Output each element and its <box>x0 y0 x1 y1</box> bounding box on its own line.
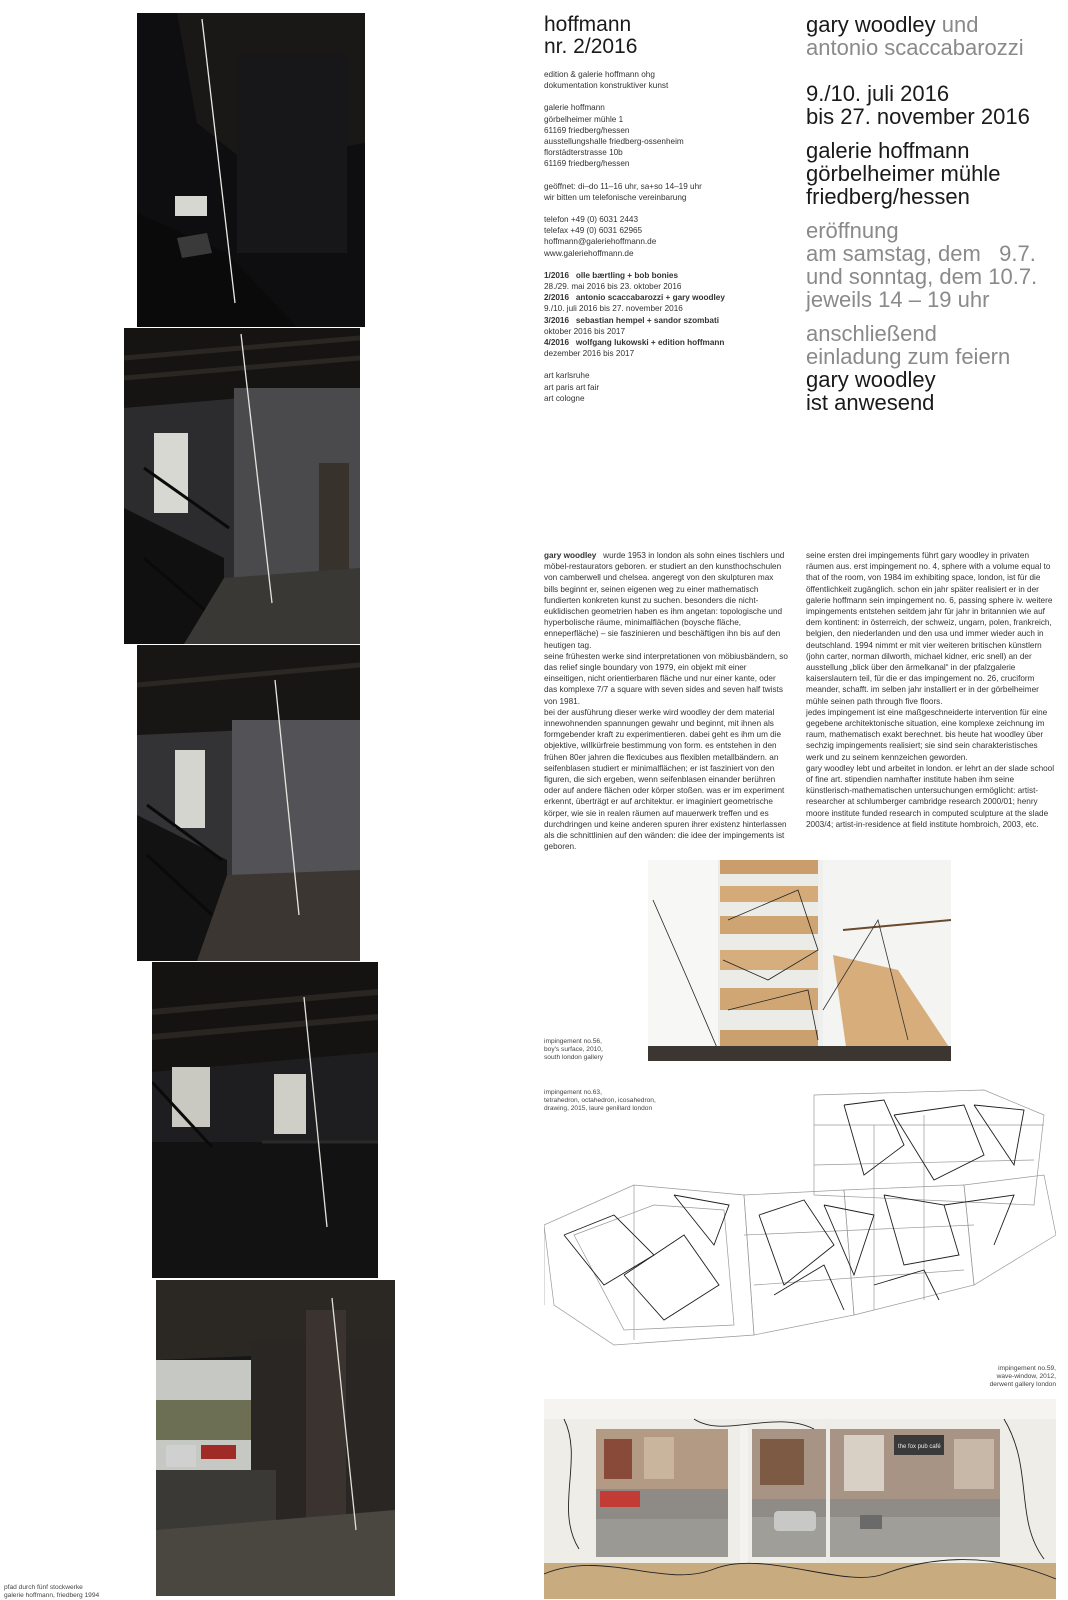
issue-list-item <box>544 337 784 348</box>
address-line: 61169 friedberg/hessen <box>544 125 630 135</box>
bio-column-2 <box>806 550 1056 830</box>
issue-list-item <box>544 292 784 303</box>
issue-number: 3/2016 <box>544 315 570 325</box>
issue-title: wolfgang lukowski + edition hoffmann <box>575 338 725 348</box>
caption-line: tetrahedron, octahedron, icosahedron, <box>544 1097 656 1104</box>
opening-line: eröffnung <box>806 218 899 243</box>
photo-floor-3 <box>137 645 360 961</box>
exhibition-dates: 9./10. juli 2016 <box>806 81 950 106</box>
party-line: einladung zum feiern <box>806 344 1011 369</box>
bio-artist-name: gary woodley <box>544 551 597 560</box>
bio-paragraph: seine ersten drei impingements führt gary woodley in privaten räumen aus. erst impingement no. 4, sphere with a volume equal to that of the room, von 1984 im exhibiting space, london, ist für die öffentlichkeit zugänglich. schon ein jahr später realisiert er in der galerie hoffmann sein impingement no. 6, passing sphere iv. weitere impingements entstehen seitdem jahr für jahr in britannien wie auf dem kontinent: in österreich, der schweiz, ungarn, polen, frankreich, belgien, den niederlanden und den usa und immer wieder auch in deutschland. 1994 nimmt er mit vier weiteren britischen künstlern (john carter, norman dilworth, michael kidner, eric snell) an der ausstellung „blick über den ärmelkanal“ in der pfalzgalerie kaiserslautern teil, für die er das impingement no. 26, cruciform meander, schafft. im selben jahr installiert er in der görbelheimer mühle seinen path through five floors. <box>806 551 1053 706</box>
address-line: galerie hoffmann <box>544 103 605 113</box>
caption-line: impingement no.63, <box>544 1089 602 1096</box>
masthead <box>544 14 637 58</box>
caption-left-line1: pfad durch fünf stockwerke <box>4 1584 83 1591</box>
caption-line: impingement no.59, <box>998 1365 1056 1372</box>
publisher-info <box>544 69 784 404</box>
caption-line: drawing, 2015, laure genillard london <box>544 1105 653 1112</box>
photo-floor-5-entrance <box>156 1280 395 1596</box>
fax: telefax +49 (0) 6031 62965 <box>544 226 643 236</box>
opening-line: und sonntag, dem 10.7. <box>806 264 1038 289</box>
bio-paragraph: gary woodley lebt und arbeitet in london. er lehrt an der slade school of fine art. stipendien namhafter institute haben ihm seine künstlerisch-mathematischen untersuchungen ermöglicht: artist-researcher at schlumberger cambridge research 2000/01; henry moore institute funded research in computed sculpture at the slade 2003/4; artist-in-residence at field institute hombroich, 2003, etc. <box>806 763 1055 829</box>
shop-sign: the fox pub café <box>898 1444 941 1450</box>
issue-list-item <box>544 270 784 281</box>
masthead-title: hoffmann <box>544 13 632 36</box>
presence-line: ist anwesend <box>806 390 935 415</box>
artist-name: antonio scaccabarozzi <box>806 35 1024 60</box>
publisher-line: edition & galerie hoffmann ohg <box>544 70 655 79</box>
exhibition-announcement <box>806 13 1064 414</box>
venue-line: friedberg/hessen <box>806 184 970 209</box>
photo-impingement-56 <box>648 860 951 1061</box>
venue-line: galerie hoffmann <box>806 138 970 163</box>
conjunction: und <box>941 12 979 37</box>
caption-stairs <box>544 1038 644 1062</box>
issue-number: 2/2016 <box>544 293 570 303</box>
issue-number: 1/2016 <box>544 270 570 280</box>
address-line: florstädterstrasse 10b <box>544 148 623 158</box>
presence-line: gary woodley <box>806 367 936 392</box>
address-line: ausstellungshalle friedberg-ossenheim <box>544 137 684 147</box>
caption-left-line2: galerie hoffmann, friedberg 1994 <box>4 1592 100 1599</box>
bio-paragraph: bei der ausführung dieser werke wird woodley der dem material innewohnenden spannungen gewahr und beginnt, mit ihnen als formgebender kraft zu experimentieren. dabei geht es ihm um die objektive, willkürfreie bestimmung von form. es entstehen in den frühen 80er jahren die flexicubes aus flexiblen metallbändern. an seifenblasen studiert er minimalflächen; er ist fasziniert von den figuren, die sich ergeben, wenn seifenblasen einander berühren oder auf andere flächen oder körper stoßen. was er im experiment erkennt, überträgt er auf architektur. er imaginiert geometrische körper, wie sie in realen räumen auf mauerwerk treffen und es durchdringen und keine anderen spuren ihrer existenz hinterlassen als die schnittlinien auf den wänden: die idee der impingements ist geboren. <box>544 707 787 852</box>
issue-date: 9./10. juli 2016 bis 27. november 2016 <box>544 304 683 314</box>
window-icon <box>175 196 207 216</box>
fair-item: art cologne <box>544 393 585 403</box>
bio-column-1 <box>544 550 789 852</box>
photo-floor-1 <box>137 13 365 327</box>
caption-line: south london gallery <box>544 1054 604 1061</box>
caption-left-photos <box>4 1584 144 1600</box>
email-link[interactable]: hoffmann@galeriehoffmann.de <box>544 237 657 247</box>
photo-floor-4 <box>152 962 378 1278</box>
issue-number: 4/2016 <box>544 338 570 348</box>
issue-title: olle bærtling + bob bonies <box>575 270 678 280</box>
caption-line: boy's surface, 2010, <box>544 1046 603 1053</box>
artists-line1 <box>806 13 1064 36</box>
photo-impingement-59 <box>544 1399 1056 1599</box>
publisher-line: dokumentation konstruktiver kunst <box>544 81 669 91</box>
address-line: 61169 friedberg/hessen <box>544 159 630 169</box>
drawing-impingement-63 <box>544 1085 1056 1355</box>
opening-line: jeweils 14 – 19 uhr <box>806 287 990 312</box>
caption-line: derwent gallery london <box>989 1381 1056 1388</box>
issue-list-item <box>544 315 784 326</box>
masthead-issue: nr. 2/2016 <box>544 35 638 58</box>
opening-line: am samstag, dem 9.7. <box>806 241 1036 266</box>
bio-paragraph: wurde 1953 in london als sohn eines tischlers und möbel-restaurators geboren. er studiert an den kunsthochschulen von camberwell und chelsea. angeregt von den skulpturen max bills beginnt er, seinen eigenen weg zu einer mathematisch fundierten konkreten kunst zu suchen. besonders die nicht-euklidischen geometrien haben es ihm angetan: topologische und hyperbolische räume, minimalflächen (boysche fläche, enneperfläche) – sie faszinieren und beschäftigen ihn bis auf den heutigen tag. <box>544 551 785 650</box>
artist-name: gary woodley <box>806 12 936 37</box>
caption-line: impingement no.56, <box>544 1038 602 1045</box>
phone: telefon +49 (0) 6031 2443 <box>544 215 639 225</box>
exhibition-dates: bis 27. november 2016 <box>806 104 1030 129</box>
hours-line: geöffnet: di–do 11–16 uhr, sa+so 14–19 uhr <box>544 181 702 191</box>
issue-title: antonio scaccabarozzi + gary woodley <box>575 293 725 303</box>
issue-date: 28./29. mai 2016 bis 23. oktober 2016 <box>544 282 682 292</box>
caption-line: wave-window, 2012, <box>996 1373 1056 1380</box>
caption-window <box>960 1365 1056 1389</box>
bio-paragraph: jedes impingement ist eine maßgeschneiderte intervention für eine gegebene architektonische situation, eine komplexe zeichnung im raum, mathematisch exakt berechnet. bis heute hat woodley über sechzig impingements realisiert; sie sind sein charakteristisches werk und zu seinem kennzeichen geworden. <box>806 707 1048 762</box>
party-line: anschließend <box>806 321 937 346</box>
photo-floor-2 <box>124 328 360 644</box>
fair-item: art paris art fair <box>544 382 600 392</box>
hours-line: wir bitten um telefonische vereinbarung <box>544 192 687 202</box>
fair-item: art karlsruhe <box>544 371 590 381</box>
issue-date: dezember 2016 bis 2017 <box>544 349 635 359</box>
issue-title: sebastian hempel + sandor szombati <box>575 315 719 325</box>
bio-paragraph: seine frühesten werke sind interpretationen von möbiusbändern, so das relief single boundary von 1979, ein objekt mit einer einseitigen, nicht orientierbaren fläche und nur einer kante, oder das komplexe 7/7 a square with seven sides and seven half twists von 1981. <box>544 651 788 706</box>
website-link[interactable]: www.galeriehoffmann.de <box>544 248 634 258</box>
issue-date: oktober 2016 bis 2017 <box>544 326 626 336</box>
venue-line: görbelheimer mühle <box>806 161 1001 186</box>
address-line: görbelheimer mühle 1 <box>544 114 624 124</box>
